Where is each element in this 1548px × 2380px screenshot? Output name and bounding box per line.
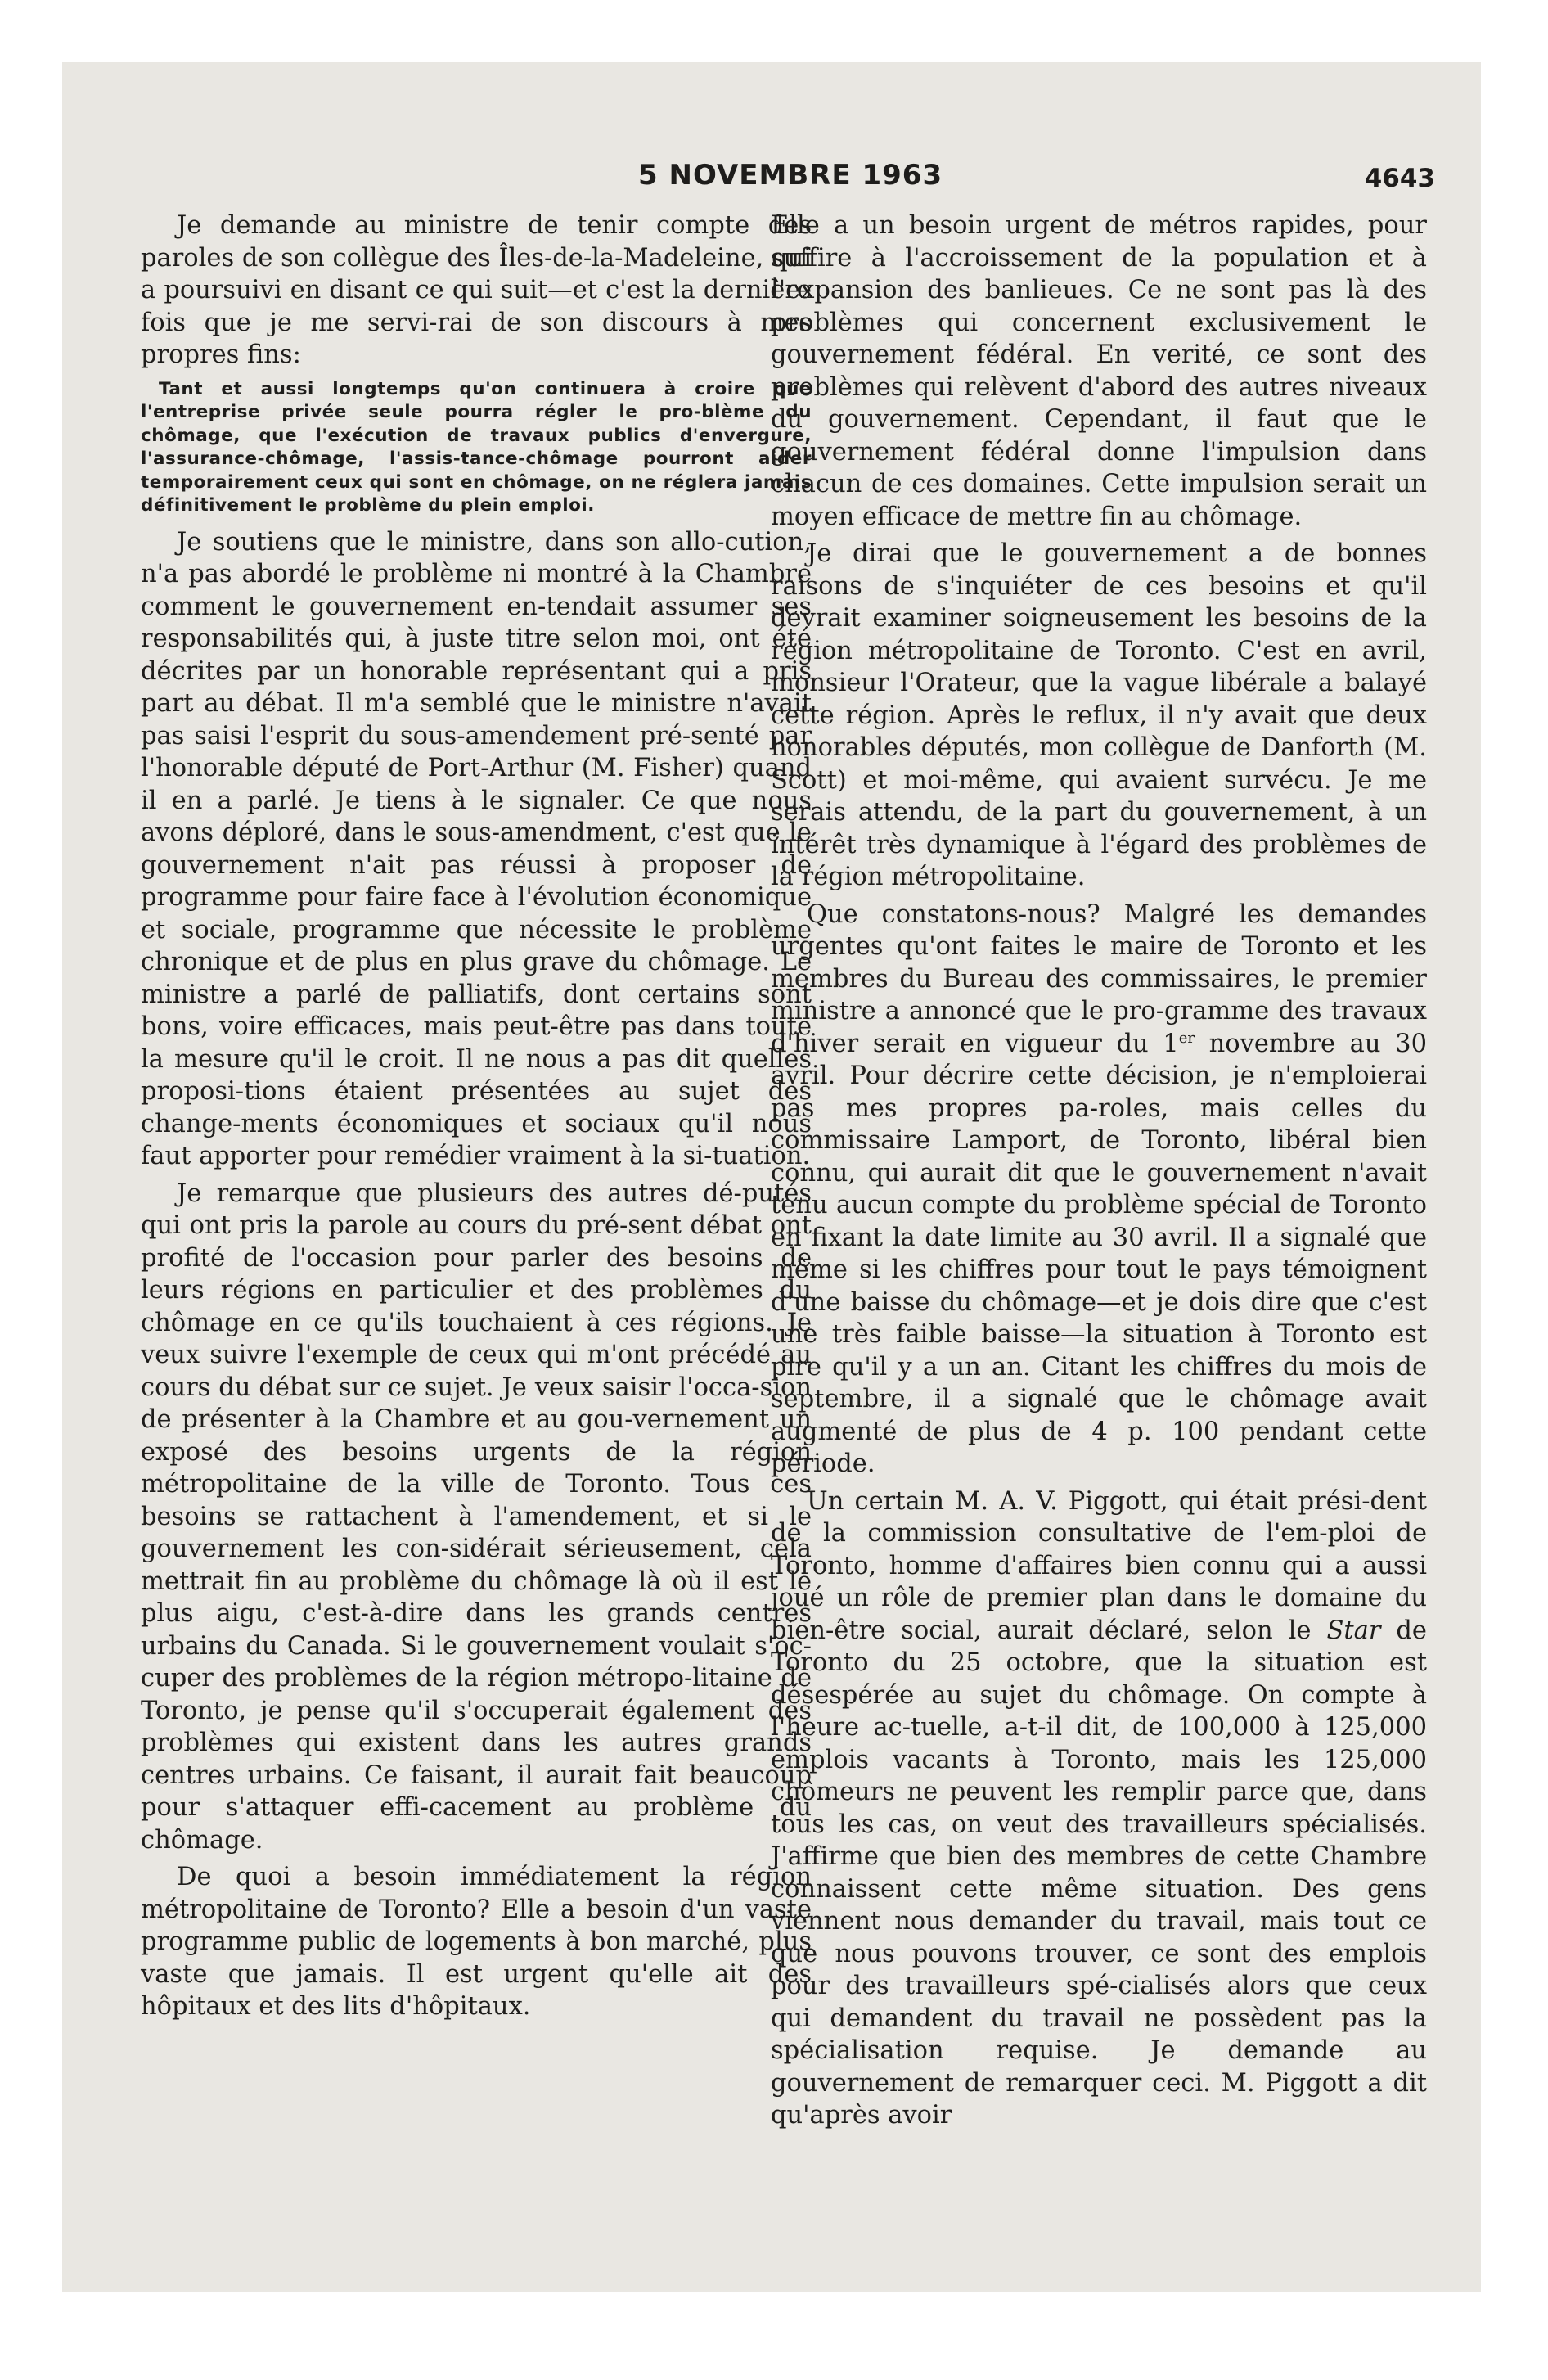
text-run: Que constatons-nous? Malgré les demandes urgentes qu'ont faites le maire de Toronto et les membres du Bureau des commissaires, le premier ministre a annoncé que le pro-gramme des travaux d'hiver serait en vigueur du 1 [771,899,1427,1058]
paragraph: Elle a un besoin urgent de métros rapides, pour suffire à l'accroissement de la population et à l'expansion des banlieues. Ce ne sont pas là des problèmes qui concernent exclusivement le gouvernement fédéral. En verité, ce sont des problèmes qui relèvent d'abord des autres niveaux du gouvernement. Cependant, il faut que le gouvernement fédéral donne l'impulsion dans chacun de ces domaines. Cette impulsion serait un moyen efficace de mettre fin au chômage. [771,211,1427,531]
paragraph: Je dirai que le gouvernement a de bonnes raisons de s'inquiéter de ces besoins et qu'il devrait examiner soigneusement les besoins de la région métropolitaine de Toronto. C'est en avril, monsieur l'Orateur, que la vague libérale a balayé cette région. Après le reflux, il n'y avait que deux honorables députés, mon collègue de Danforth (M. Scott) et moi-même, qui avaient survécu. Je me serais attendu, de la part du gouvernement, à un intérêt très dynamique à l'égard des problèmes de la région métropolitaine. [771,539,1427,891]
text-run: novembre au 30 avril. Pour décrire cette décision, je n'emploierai pas mes propres pa-roles, mais celles du commissaire Lamport, de Toronto, libéral bien connu, qui aurait dit que le gouvernement n'avait tenu aucun compte du problème spécial de Toronto en fixant la date limite au 30 avril. Il a signalé que même si les chiffres pour tout le pays témoignent d'une baisse du chômage—et je dois dire que c'est une très faible baisse—la situation à Toronto est pire qu'il y a un an. Citant les chiffres du mois de septembre, il a signalé que le chômage avait augmenté de plus de 4 p. 100 pendant cette période. [771,1029,1427,1478]
paragraph: De quoi a besoin immédiatement la région métropolitaine de Toronto? Elle a besoin d'un vaste programme public de logements à bon marché, plus vaste que jamais. Il est urgent qu'elle ait des hôpitaux et des lits d'hôpitaux. [141,1863,812,2021]
paragraph: Je soutiens que le ministre, dans son allo-cution, n'a pas abordé le problème ni montré à la Chambre comment le gouvernement en-tendait assumer ses responsabilités qui, à juste titre selon moi, ont été décrites par un honorable représentant qui a pris part au débat. Il m'a semblé que le ministre n'avait pas saisi l'esprit du sous-amendement pré-senté par l'honorable député de Port-Arthur (M. Fisher) quand il en a parlé. Je tiens à le signaler. Ce que nous avons déploré, dans le sous-amendment, c'est que le gouvernement n'ait pas réussi à proposer de programme pour faire face à l'évolution économique et sociale, programme que nécessite le problème chronique et de plus en plus grave du chômage. Le ministre a parlé de palliatifs, dont certains sont bons, voire efficaces, mais peut-être pas dans toute la mesure qu'il le croit. Il ne nous a pas dit quelles proposi-tions étaient présentées au sujet des change-ments économiques et sociaux qu'il nous faut apporter pour remédier vraiment à la si-tuation. [141,527,812,1170]
page-header [62,159,1481,208]
block-quote: Tant et aussi longtemps qu'on continuera à croire que l'entreprise privée seule pourra régler le pro-blème du chômage, que l'exécution de travaux publics d'envergure, l'assurance-chômage, l'assis-tance-chômage pourront aider temporairement ceux qui sont en chômage, on ne réglera jamais définitivement le problème du plein emploi. [141,378,812,516]
newspaper-title: Star [1326,1616,1381,1645]
paragraph: Je demande au ministre de tenir compte des paroles de son collègue des Îles-de-la-Madeleine, qui a poursuivi en disant ce qui suit—et c'est la dernière fois que je me servi-rai de son discours à mes propres fins: [141,211,812,369]
page-number: 4643 [1364,164,1435,193]
text-run: de Toronto du 25 octobre, que la situation est désespérée au sujet du chômage. On compte à l'heure ac-tuelle, a-t-il dit, de 100,000 à 125,000 emplois vacants à Toronto, mais les 125,000 chômeurs ne peuvent les remplir parce que, dans tous les cas, on veut des travailleurs spécialisés. J'affirme que bien des membres de cette Chambre connaissent cette même situation. Des gens viennent nous demander du travail, mais tout ce que nous pouvons trouver, ce sont des emplois pour des travailleurs spé-cialisés alors que ceux qui demandent du travail ne possèdent pas la spécialisation requise. Je demande au gouvernement de remarquer ceci. M. Piggott a dit qu'après avoir [771,1616,1427,2130]
text-run: Un certain M. A. V. Piggott, qui était prési-dent de la commission consultative de l'em-ploi de Toronto, homme d'affaires bien connu qui a aussi joué un rôle de premier plan dans le domaine du bien-être social, aurait déclaré, selon le [771,1486,1427,1645]
paragraph [771,1485,1427,2132]
scanned-page [62,62,1481,2292]
page-date: 5 NOVEMBRE 1963 [638,159,943,192]
left-column [141,210,812,2023]
superscript: er [1178,1029,1195,1047]
paragraph: Je remarque que plusieurs des autres dé-putés qui ont pris la parole au cours du pré-sent débat ont profité de l'occasion pour parler des besoins de leurs régions en particulier et des problèmes du chômage en ce qu'ils touchaient à ces régions. Je veux suivre l'exemple de ceux qui m'ont précédé au cours du débat sur ce sujet. Je veux saisir l'occa-sion de présenter à la Chambre et au gou-vernement un exposé des besoins urgents de la région métropolitaine de la ville de Toronto. Tous ces besoins se rattachent à l'amendement, et si le gouvernement les con-sidérait sérieusement, cela mettrait fin au problème du chômage là où il est le plus aigu, c'est-à-dire dans les grands centres urbains du Canada. Si le gouvernement voulait s'oc-cuper des problèmes de la région métropo-litaine de Toronto, je pense qu'il s'occuperait également des problèmes qui existent dans les autres grands centres urbains. Ce faisant, il aurait fait beaucoup pour s'attaquer effi-cacement au problème du chômage. [141,1179,812,1855]
right-column [771,210,1427,2132]
paragraph [771,899,1427,1481]
